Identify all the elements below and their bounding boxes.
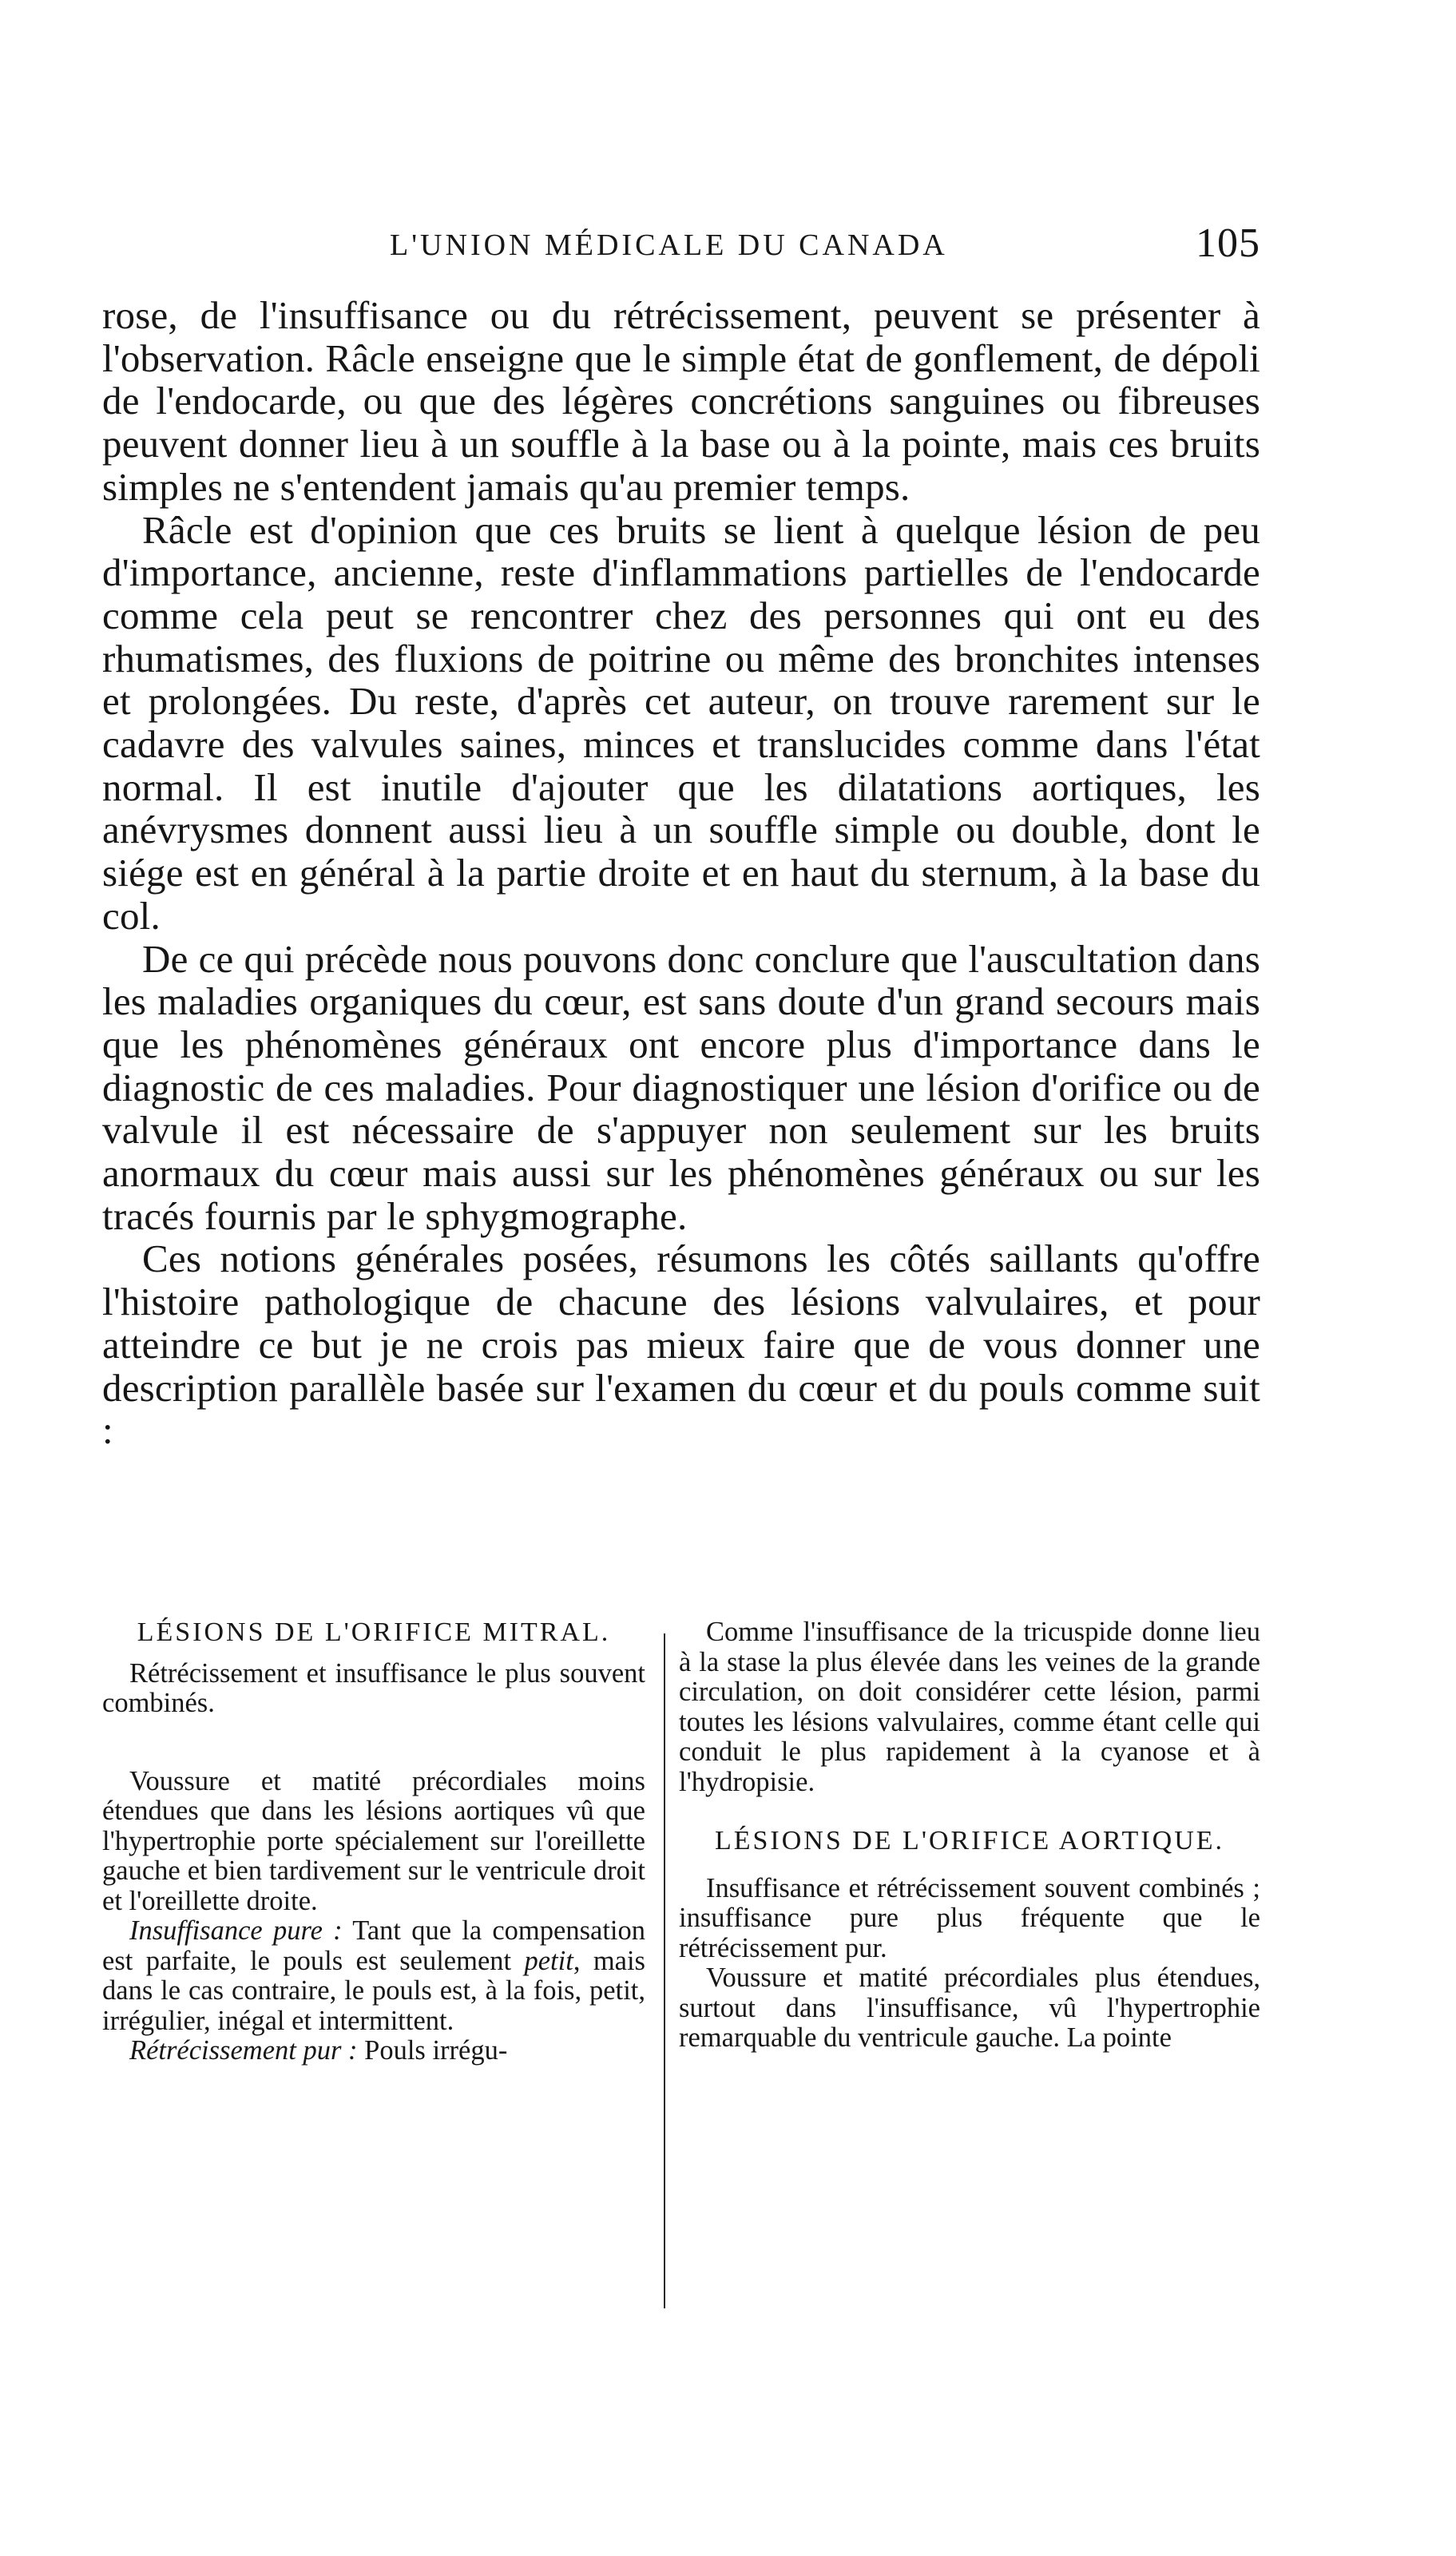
paragraph: Râcle est d'opinion que ces bruits se lient à quelque lésion de peu d'importance, ancienne, reste d'inflammations partielles de l'endocarde comme cela peut se rencontrer chez des personnes qui ont eu des rhumatismes, des fluxions de poitrine ou même des bronchites intenses et prolongées. Du reste, d'après cet auteur, on trouve rarement sur le cadavre des valvules saines, minces et translucides comme dans l'état normal. Il est inutile d'ajouter que les dilatations aortiques, les anévrysmes donnent aussi lieu à un souffle simple ou double, dont le siége est en général à la partie droite et en haut du sternum, à la base du col. xyxy=(102,507,1260,938)
section-heading-aortic: LÉSIONS DE L'ORIFICE AORTIQUE. xyxy=(714,1826,1225,1855)
paragraph: rose, de l'insuffisance ou du rétrécissement, peuvent se présenter à l'observation. Râcle enseigne que le simple état de gonflement, de dépoli de l'endocarde, ou que des légères concrétions sanguines ou fibreuses peuvent donner lieu à un souffle à la base ou à la pointe, mais ces bruits simples ne s'entendent jamais qu'au premier temps. xyxy=(102,293,1260,509)
paragraph: De ce qui précède nous pouvons donc conclure que l'auscultation dans les maladies organiques du cœur, est sans doute d'un grand secours mais que les phénomènes généraux ont encore plus d'importance dans le diagnostic de ces maladies. Pour diagnostiquer une lésion d'orifice ou de valvule il est nécessaire de s'appuyer non seulement sur les bruits anormaux du cœur mais aussi sur les phénomènes généraux ou sur les tracés fournis par le sphygmographe. xyxy=(102,936,1260,1238)
running-header xyxy=(102,220,1260,276)
running-title: L'UNION MÉDICALE DU CANADA xyxy=(390,228,948,262)
column-paragraph xyxy=(102,2036,645,2066)
column-divider xyxy=(664,1633,665,2308)
column-paragraph: Insuffisance et rétrécissement souvent combinés ; insuffisance pure plus fréquente que le rétrécissement pur. xyxy=(679,1872,1260,1963)
column-text: , mais dans le cas contraire, le pouls est, à la fois, petit, irrégulier, inégal et intermittent. xyxy=(102,1945,645,2036)
subheading-label: Insuffisance pure : xyxy=(129,1915,343,1946)
right-column xyxy=(679,1617,1260,2054)
paragraph: Ces notions générales posées, résumons les côtés saillants qu'offre l'histoire pathologique de chacune des lésions valvulaires, et pour atteindre ce but je ne crois pas mieux faire que de vous donner une description parallèle basée sur l'examen du cœur et du pouls comme suit : xyxy=(102,1236,1260,1453)
subheading-label: Rétrécissement pur : xyxy=(129,2035,358,2066)
section-heading-mitral: LÉSIONS DE L'ORIFICE MITRAL. xyxy=(137,1617,611,1647)
emphasis-text: petit xyxy=(524,1945,573,1976)
column-paragraph: Comme l'insuffisance de la tricuspide donne lieu à la stase la plus élevée dans les veines de la grande circulation, on doit considérer cette lésion, parmi toutes les lésions valvulaires, comme étant celle qui conduit le plus rapidement à la cyanose et à l'hydropisie. xyxy=(679,1617,1260,1797)
column-paragraph: Rétrécissement et insuffisance le plus souvent combinés. xyxy=(102,1657,645,1718)
column-text: Tant que la compensation est parfaite, le pouls est seulement xyxy=(102,1915,645,1976)
column-paragraph: Voussure et matité précordiales plus étendues, surtout dans l'insuffisance, vû l'hypertrophie remarquable du ventricule gauche. La pointe xyxy=(679,1963,1260,2053)
page-number: 105 xyxy=(1196,220,1260,266)
two-column-comparison xyxy=(102,1617,1260,2312)
main-text xyxy=(102,294,1260,1452)
column-paragraph xyxy=(102,1916,645,2036)
column-paragraph: Voussure et matité précordiales moins étendues que dans les lésions aortiques vû que l'hypertrophie porte spécialement sur l'oreillette gauche et bien tardivement sur le ventricule droit et l'oreillette droite. xyxy=(102,1765,645,1916)
column-text: Pouls irrégu- xyxy=(357,2035,508,2066)
left-column xyxy=(102,1617,645,2066)
